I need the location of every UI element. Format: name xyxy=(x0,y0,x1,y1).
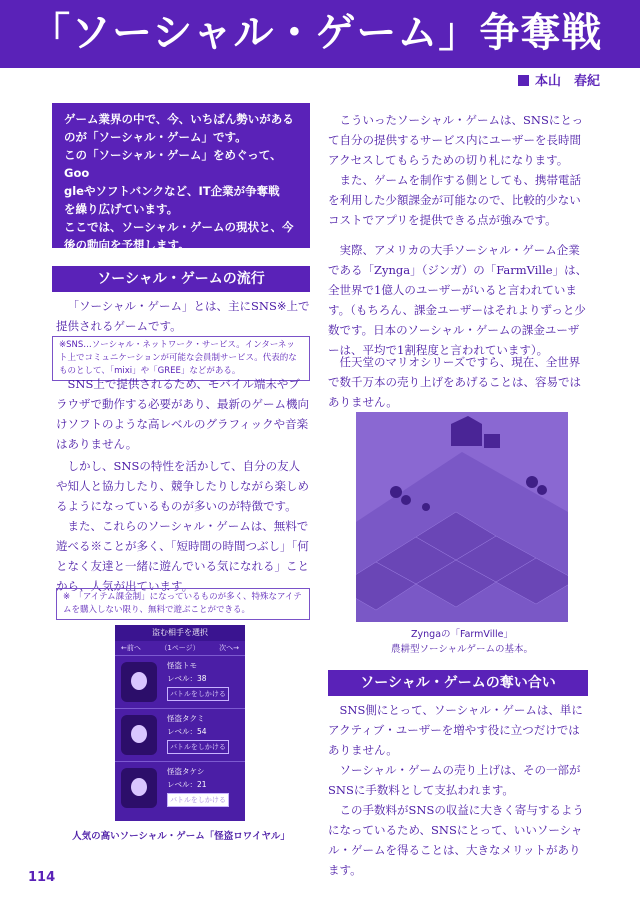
battle-button[interactable]: バトルをしかける xyxy=(167,687,229,701)
intro-line: ここでは、ソーシャル・ゲームの現状と、今 xyxy=(64,220,294,234)
opponent-row xyxy=(115,708,245,761)
intro-line: 後の動向を予想します。 xyxy=(64,238,190,252)
opponent-name: 怪盗タケシ xyxy=(167,767,205,776)
farmville-caption-title: Zyngaの「FarmVille」 xyxy=(411,629,513,640)
page-indicator: （1ページ） xyxy=(160,644,200,652)
square-bullet-icon xyxy=(518,75,529,86)
paragraph: ソーシャル・ゲームの売り上げは、その一部がSNSに手数料として支払われます。 xyxy=(328,763,581,797)
next-link[interactable]: 次へ→ xyxy=(219,644,239,652)
avatar xyxy=(121,768,157,808)
prev-link[interactable]: ←前へ xyxy=(121,644,141,652)
battle-button[interactable]: バトルをしかける xyxy=(167,793,229,807)
intro-line: ゲーム業界の中で、今、いちばん勢いがある xyxy=(64,112,294,126)
intro-line: のが「ソーシャル・ゲーム」です。 xyxy=(64,130,247,144)
battle-button[interactable]: バトルをしかける xyxy=(167,740,229,754)
paragraph: SNS上で提供されるため、モバイル端末やブラウザで動作する必要があり、最新のゲーム機向けソフトのような高レベルのグラフィックや音楽はありません。 xyxy=(56,377,309,451)
paragraph: 実際、アメリカの大手ソーシャル・ゲーム企業である「Zynga」（ジンガ）の「FarmVille」は、全世界で1億人のユーザーがいると言われています。（もちろん、課金ユーザーはそれよりずっと少数です。日本のソーシャル・ゲームの課金ユーザーは、平均で1割程度と言われています）。 xyxy=(328,243,588,357)
section-heading-competition: ソーシャル・ゲームの奪い合い xyxy=(328,670,588,696)
paragraph: また、ゲームを制作する側としても、携帯電話を利用した少額課金が可能なので、比較的少ないコストでアプリを提供できる点が強みです。 xyxy=(328,173,581,227)
paragraph: SNS側にとって、ソーシャル・ゲームは、単にアクティブ・ユーザーを増やす役に立つだけではありません。 xyxy=(328,703,583,757)
opponent-level: レベル：38 xyxy=(167,674,207,683)
avatar xyxy=(121,662,157,702)
avatar xyxy=(121,715,157,755)
intro-line: gleやソフトバンクなど、IT企業が争奪戦 xyxy=(64,184,280,198)
section-heading-trend: ソーシャル・ゲームの流行 xyxy=(52,266,310,292)
opponent-name: 怪盗トモ xyxy=(167,661,197,670)
game-screenshot-caption: 人気の高いソーシャル・ゲーム「怪盗ロワイヤル」 xyxy=(72,831,290,842)
paragraph: 「ソーシャル・ゲーム」とは、主にSNS※上で提供されるゲームです。 xyxy=(56,299,310,333)
intro-line: この「ソーシャル・ゲーム」をめぐって、Goo xyxy=(64,148,282,180)
paragraph: 任天堂のマリオシリーズですら、現在、全世界で数千万本の売り上げをあげることは、容易ではありません。 xyxy=(328,355,581,409)
opponent-level: レベル：21 xyxy=(167,780,207,789)
farmville-caption-desc: 農耕型ソーシャルゲームの基本。 xyxy=(391,644,533,655)
opponent-row xyxy=(115,655,245,708)
game-screenshot xyxy=(115,625,245,821)
farmville-screenshot xyxy=(356,412,568,622)
page-title: 「ソーシャル・ゲーム」争奪戦 xyxy=(30,10,603,56)
author-name: 本山 春紀 xyxy=(534,74,600,89)
farm-illustration xyxy=(356,412,568,622)
footnote-sns: ※SNS…ソーシャル・ネットワーク・サービス。インターネット上でコミュニケーションが可能な会員制サービス。代表的なものとして、「mixi」や「GREE」などがある。 xyxy=(52,336,310,381)
intro-box xyxy=(52,103,310,252)
author xyxy=(518,70,600,89)
game-pager xyxy=(115,641,245,655)
opponent-name: 怪盗タクミ xyxy=(167,714,205,723)
paragraph: しかし、SNSの特性を活かして、自分の友人や知人と協力したり、競争したりしながら楽しめるようになっているものが多いのが特徴です。 xyxy=(56,459,309,513)
footnote-item-billing: ※ 「アイテム課金制」になっているものが多く、特殊なアイテムを購入しない限り、無料で遊ぶことができる。 xyxy=(56,588,310,620)
paragraph: また、これらのソーシャル・ゲームは、無料で遊べる※ことが多く、「短時間の時間つぶし」「何となく友達と一緒に遊んでいる気になれる」ことから、人気が出ています。 xyxy=(56,519,309,593)
page-number: 114 xyxy=(28,870,56,885)
game-header: 盗む相手を選択 xyxy=(115,625,245,641)
paragraph: こういったソーシャル・ゲームは、SNSにとって自分の提供するサービス内にユーザーを長時間アクセスしてもらうための切り札になります。 xyxy=(328,113,584,167)
opponent-level: レベル：54 xyxy=(167,727,207,736)
opponent-row xyxy=(115,761,245,814)
paragraph: この手数料がSNSの収益に大きく寄与するようになっているため、SNSにとって、いいソーシャル・ゲームを得ることは、大きなメリットがあります。 xyxy=(328,803,584,877)
intro-line: を繰り広げています。 xyxy=(64,202,179,216)
